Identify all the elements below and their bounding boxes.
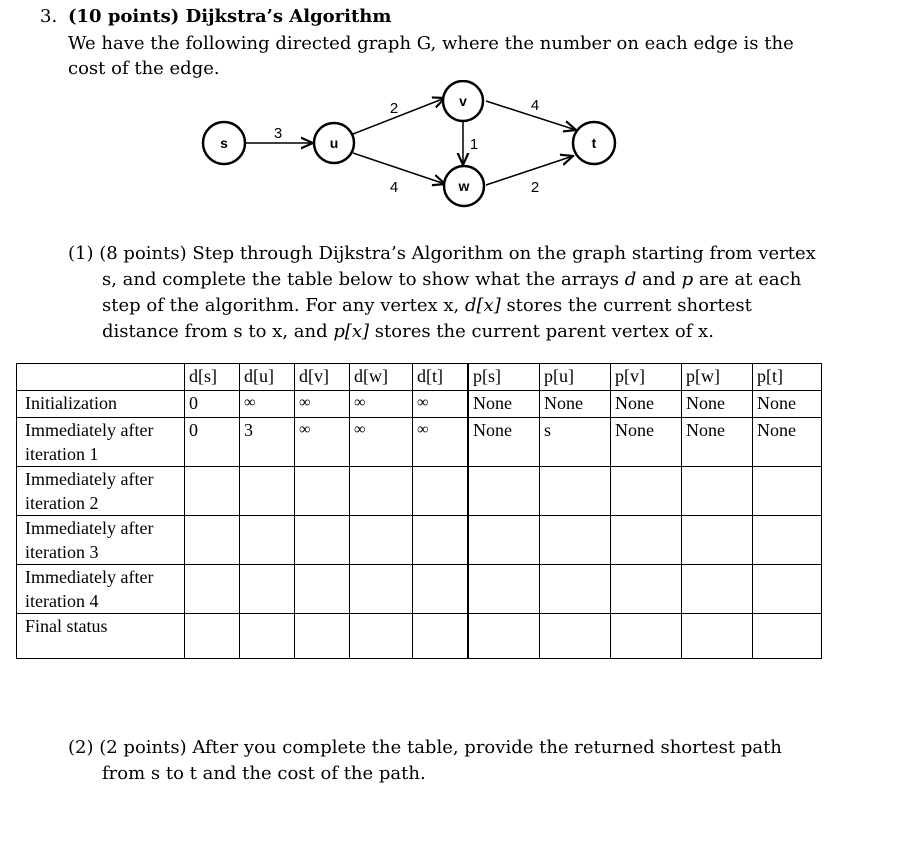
table-cell[interactable] xyxy=(295,565,350,614)
table-cell: ∞ xyxy=(295,391,350,418)
edge-cost-u-w: 4 xyxy=(389,179,399,196)
table-cell[interactable] xyxy=(295,467,350,516)
table-cell[interactable] xyxy=(753,516,822,565)
table-cell: s xyxy=(540,418,611,467)
table-cell[interactable] xyxy=(413,467,469,516)
table-cell[interactable] xyxy=(682,565,753,614)
table-cell[interactable] xyxy=(295,516,350,565)
part-2-label: (2) xyxy=(68,737,94,758)
table-cell: None xyxy=(540,391,611,418)
directed-graph xyxy=(0,80,903,220)
table-cell[interactable] xyxy=(413,516,469,565)
part-1-text: stores the current shortest distance from s to x, and xyxy=(102,295,752,342)
table-row xyxy=(17,565,822,614)
table-header-cell: d[u] xyxy=(240,364,295,391)
var-dx: d[x] xyxy=(465,295,501,316)
table-header-cell: d[t] xyxy=(413,364,469,391)
part-1-text: and xyxy=(636,269,682,290)
table-cell[interactable] xyxy=(185,614,240,659)
table-cell[interactable] xyxy=(682,614,753,659)
table-cell[interactable] xyxy=(240,614,295,659)
dijkstra-table xyxy=(16,363,822,659)
table-header-row xyxy=(17,364,822,391)
edge-cost-w-t: 2 xyxy=(530,179,540,196)
table-cell[interactable] xyxy=(682,516,753,565)
table-row xyxy=(17,614,822,659)
table-cell: None xyxy=(468,418,540,467)
table-cell[interactable] xyxy=(240,467,295,516)
table-cell[interactable] xyxy=(682,467,753,516)
edge-cost-v-w: 1 xyxy=(469,136,479,153)
table-cell: 3 xyxy=(240,418,295,467)
node-label-t: t xyxy=(591,135,597,151)
part-1-text: Step through Dijkstra’s Algorithm on the graph starting from vertex s, and complete the table below to show what the arrays xyxy=(102,243,816,290)
table-cell[interactable] xyxy=(540,614,611,659)
table-header-cell: p[s] xyxy=(468,364,540,391)
question-number: 3. xyxy=(40,6,58,27)
table-cell[interactable] xyxy=(350,614,413,659)
table-cell: None xyxy=(468,391,540,418)
table-header-cell: d[v] xyxy=(295,364,350,391)
table-cell[interactable] xyxy=(350,516,413,565)
table-cell[interactable] xyxy=(295,614,350,659)
table-row xyxy=(17,516,822,565)
var-p: p xyxy=(681,269,694,290)
table-cell[interactable] xyxy=(540,516,611,565)
edge-cost-v-t: 4 xyxy=(530,97,540,114)
var-d: d xyxy=(624,269,637,290)
table-cell[interactable] xyxy=(468,467,540,516)
table-cell[interactable] xyxy=(350,565,413,614)
edge-u-w xyxy=(353,153,445,184)
table-cell[interactable] xyxy=(753,614,822,659)
row-label: Immediately after iteration 3 xyxy=(17,516,185,565)
table-header-cell: p[t] xyxy=(753,364,822,391)
table-cell: None xyxy=(753,418,822,467)
table-cell[interactable] xyxy=(413,565,469,614)
table-cell[interactable] xyxy=(611,614,682,659)
table-cell[interactable] xyxy=(753,467,822,516)
part-1-text: stores the current parent vertex of x. xyxy=(369,321,714,342)
table-cell[interactable] xyxy=(468,614,540,659)
row-label: Immediately after iteration 4 xyxy=(17,565,185,614)
edge-cost-u-v: 2 xyxy=(389,100,399,117)
table-row xyxy=(17,418,822,467)
table-header-cell xyxy=(17,364,185,391)
part-2-points: (2 points) xyxy=(99,737,187,758)
node-label-s: s xyxy=(220,135,228,151)
table-cell[interactable] xyxy=(185,565,240,614)
table-header-cell: d[s] xyxy=(185,364,240,391)
question-title: (10 points) Dijkstra’s Algorithm xyxy=(68,6,392,27)
table-header-cell: p[w] xyxy=(682,364,753,391)
table-cell[interactable] xyxy=(185,467,240,516)
table-cell[interactable] xyxy=(611,467,682,516)
table-cell: None xyxy=(682,391,753,418)
table-header-cell: p[v] xyxy=(611,364,682,391)
table-cell[interactable] xyxy=(185,516,240,565)
table-cell: 0 xyxy=(185,418,240,467)
row-label: Initialization xyxy=(17,391,185,418)
row-label: Final status xyxy=(17,614,185,659)
edge-cost-s-u: 3 xyxy=(273,125,283,142)
part-1-text: are at each step of the algorithm. For any vertex x, xyxy=(102,269,802,316)
node-label-w: w xyxy=(458,178,470,194)
table-header-cell: d[w] xyxy=(350,364,413,391)
table-cell: None xyxy=(682,418,753,467)
part-1-label: (1) xyxy=(68,243,94,264)
part-2-text: After you complete the table, provide the returned shortest path from s to t and the cost of the path. xyxy=(102,737,782,784)
table-cell[interactable] xyxy=(240,565,295,614)
table-cell: None xyxy=(753,391,822,418)
table-cell: None xyxy=(611,418,682,467)
part-2-instructions xyxy=(68,735,828,787)
row-label: Immediately after iteration 2 xyxy=(17,467,185,516)
table-cell[interactable] xyxy=(611,565,682,614)
table-row xyxy=(17,391,822,418)
table-cell: ∞ xyxy=(413,418,469,467)
part-1-points: (8 points) xyxy=(99,243,187,264)
table-cell[interactable] xyxy=(350,467,413,516)
edge-u-v xyxy=(353,98,445,134)
table-row xyxy=(17,467,822,516)
table-cell: 0 xyxy=(185,391,240,418)
row-label: Immediately after iteration 1 xyxy=(17,418,185,467)
table-cell: ∞ xyxy=(350,391,413,418)
edge-w-t xyxy=(486,156,573,185)
table-cell: ∞ xyxy=(240,391,295,418)
table-cell[interactable] xyxy=(611,516,682,565)
table-cell: ∞ xyxy=(413,391,469,418)
table-cell: ∞ xyxy=(295,418,350,467)
table-cell[interactable] xyxy=(753,565,822,614)
table-cell[interactable] xyxy=(240,516,295,565)
table-cell[interactable] xyxy=(468,516,540,565)
table-cell: None xyxy=(611,391,682,418)
table-cell[interactable] xyxy=(540,565,611,614)
question-intro: We have the following directed graph G, where the number on each edge is the cost of the edge. xyxy=(68,33,794,79)
table-header-cell: p[u] xyxy=(540,364,611,391)
table-cell[interactable] xyxy=(413,614,469,659)
table-cell[interactable] xyxy=(540,467,611,516)
part-1-instructions xyxy=(68,241,828,345)
var-px: p[x] xyxy=(333,321,370,342)
node-label-v: v xyxy=(459,93,467,109)
table-cell: ∞ xyxy=(350,418,413,467)
node-label-u: u xyxy=(329,135,339,151)
table-cell[interactable] xyxy=(468,565,540,614)
